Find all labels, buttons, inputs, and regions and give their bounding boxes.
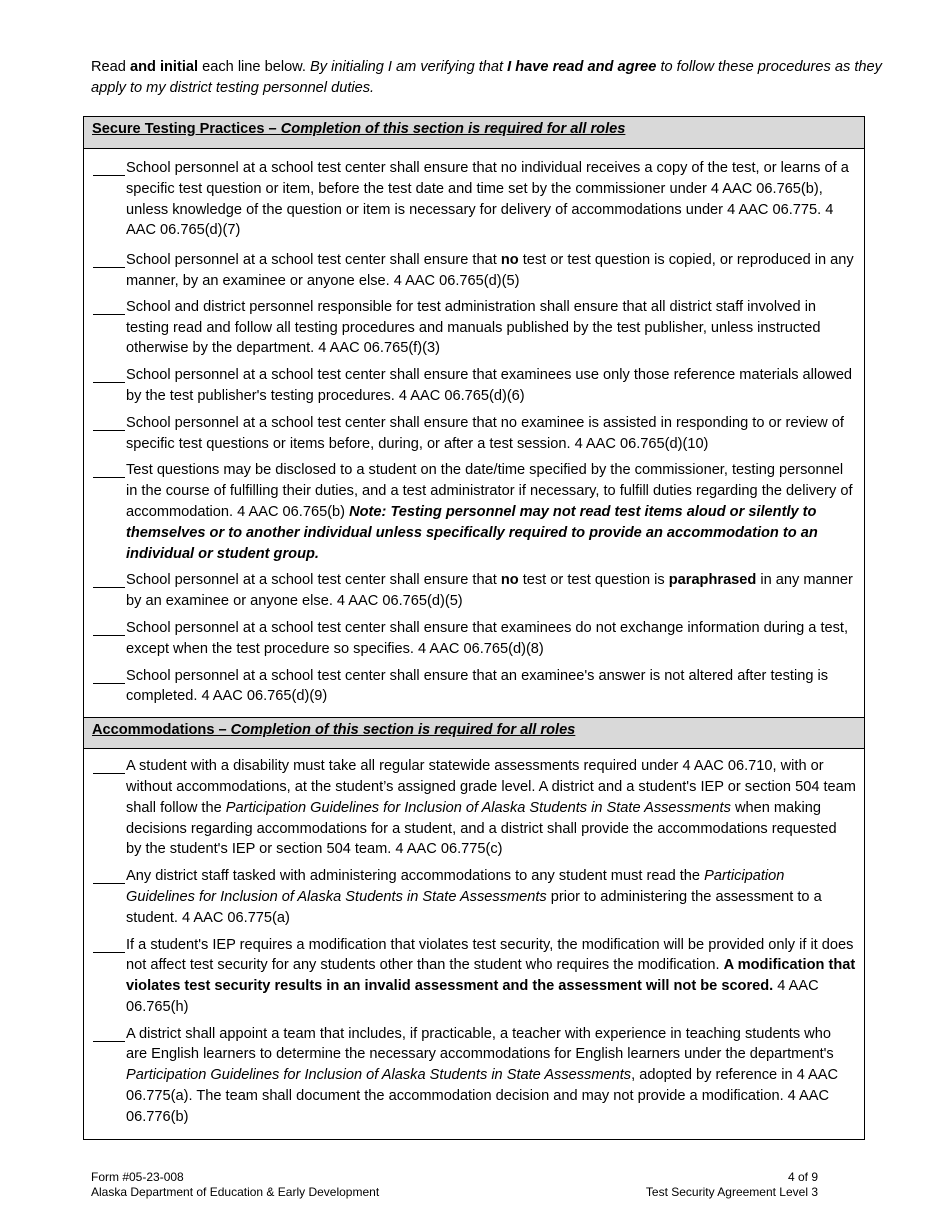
footer-left [91, 1170, 379, 1200]
list-item: School personnel at a school test center shall ensure that examinees use only those reference materials allowed by the test publisher's testing procedures. 4 AAC 06.765(d)(6) [126, 367, 853, 404]
list-item: School and district personnel responsible for test administration shall ensure that all district staff involved in testing read and follow all testing procedures and manuals published by the test publisher, unless instructed otherwise by the department. 4 AAC 06.765(f)(3) [126, 298, 821, 357]
list-item: School personnel at a school test center shall ensure that examinees do not exchange information during a test, except when the test procedure so specifies. 4 AAC 06.765(d)(8) [126, 619, 849, 657]
form-number: Form #05-23-008 [91, 1170, 184, 1184]
list-item: A district shall appoint a team that includes, if practicable, a teacher with experience in teaching students who are English learners to determine the necessary accommodations for English learners under the department's Participation Guidelines for Inclusion of Alaska Students in State Assessments, adopted by reference in 4 AAC 06.775(a). The team shall document the accommodation decision and may not provide a modification. 4 AAC 06.776(b) [126, 1025, 838, 1125]
list-item: School personnel at a school test center shall ensure that no test or test question is paraphrased in any manner by an examinee or anyone else. 4 AAC 06.765(d)(5) [126, 572, 853, 610]
section-header-secure-testing [84, 117, 864, 148]
list-item: Test questions may be disclosed to a student on the date/time specified by the commissioner, testing personnel in the course of fulfilling their duties, and a test administrator if necessary, to fulfill duties regarding the delivery of accommodation. 4 AAC 06.765(b) Note: Testing personnel may not read test items aloud or silently to themselves or to another individual unless specifically required to provide an accommodation to an individual or student group. [126, 462, 853, 562]
department-name: Alaska Department of Education & Early Development [91, 1185, 380, 1199]
list-item: School personnel at a school test center shall ensure that no individual receives a copy of the test, or learns of a specific test question or item, before the test date and time set by the commissioner under 4 AAC 06.765(b), unless knowledge of the question or item is necessary for delivery of accommodations under 4 AAC 06.775. 4 AAC 06.765(d)(7) [126, 160, 849, 239]
list-item: If a student's IEP requires a modification that violates test security, the modification will be provided only if it does not affect test security for any students other than the student who requires the modification. A modification that violates test security results in an invalid assessment and the assessment will not be scored. 4 AAC 06.765(h) [126, 936, 856, 1015]
section-title: Secure Testing Practices – [92, 121, 281, 137]
section-subtitle: Completion of this section is required for all roles [230, 722, 576, 739]
list-item: School personnel at a school test center shall ensure that no examinee is assisted in responding to or review of specific test questions or items before, during, or after a test session. 4 AAC 06.765(d)(10) [126, 414, 844, 452]
intro-instructions: Read and initial each line below. By initialing I am verifying that I have read and agree to follow these procedures as they apply to my district testing personnel duties. [91, 59, 882, 96]
footer-right [646, 1170, 818, 1200]
list-item: School personnel at a school test center shall ensure that no test or test question is copied, or reproduced in any manner, by an examinee or anyone else. 4 AAC 06.765(d)(5) [126, 252, 854, 289]
page-number: 4 of 9 [787, 1170, 818, 1184]
agreement-table [83, 116, 865, 1140]
list-item: A student with a disability must take all regular statewide assessments required under 4 AAC 06.710, with or without accommodations, at the student’s assigned grade level. A district and a student's IEP or section 504 team shall follow the Participation Guidelines for Inclusion of Alaska Students in State Assessments when making decisions regarding accommodations for a student, and a district shall provide the accommodations requested by the student's IEP or section 504 team. 4 AAC 06.775(c) [126, 758, 856, 858]
list-item: Any district staff tasked with administering accommodations to any student must read the Participation Guidelines for Inclusion of Alaska Students in State Assessments prior to administering the assessment to a student. 4 AAC 06.775(a) [126, 868, 822, 926]
section-header-accommodations [84, 718, 864, 749]
section-title: Accommodations – [92, 722, 231, 739]
list-item: School personnel at a school test center shall ensure that an examinee's answer is not altered after testing is completed. 4 AAC 06.765(d)(9) [126, 667, 829, 705]
secure-testing-items [84, 148, 864, 718]
document-title: Test Security Agreement Level 3 [645, 1185, 818, 1199]
accommodations-items [84, 749, 864, 1128]
section-subtitle: Completion of this section is required for all roles [280, 121, 626, 137]
